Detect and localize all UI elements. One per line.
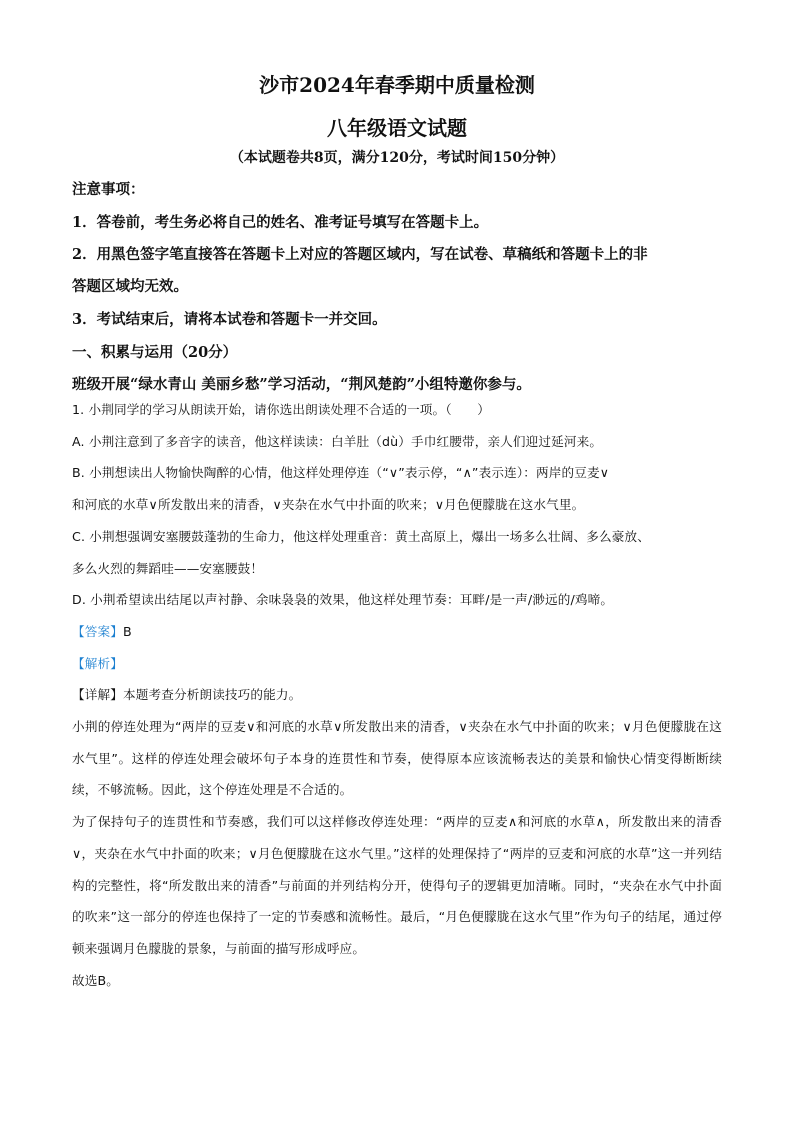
exam-subtitle: 八年级语文试题 [327, 116, 467, 140]
analysis-tag: 【解析】 [72, 655, 123, 671]
exam-title: 沙市2024年春季期中质量检测 [259, 73, 535, 97]
section-intro: 班级开展“绿水青山 美丽乡愁”学习活动，“荆风楚韵”小组特邀你参与。 [72, 376, 531, 393]
notice-section [72, 180, 722, 395]
notice-heading: 注意事项： [72, 181, 145, 198]
exam-info: （本试题卷共8页，满分120分，考试时间150分钟） [229, 150, 565, 166]
answer-value: B [122, 623, 132, 639]
notice-item-2b: 答题区域均无效。 [72, 278, 188, 295]
notice-item-2a: 2．用黑色签字笔直接答在答题卡上对应的答题区域内，写在试卷、草稿纸和答题卡上的非 [72, 246, 648, 263]
detail-text: 本题考查分析朗读技巧的能力。 [122, 687, 302, 703]
answer-line [72, 616, 722, 648]
question-1 [72, 394, 722, 996]
option-b-line1: B. 小荆想读出人物愉快陶醉的心情，他这样处理停连（“∨”表示停，“∧”表示连）：两岸的豆麦∨ [72, 465, 610, 481]
analysis-paragraph-2: 为了保持句子的连贯性和节奏感，我们可以这样修改停连处理：“两岸的豆麦∧和河底的水草∧，所发散出来的清香∨，夹杂在水气中扑面的吹来；∨月色便朦胧在这水气里。”这样的处理保持了“两岸的豆麦和河底的水草”这一并列结构的完整性，将“所发散出来的清香”与前面的并列结构分开，使得句子的逻辑更加清晰。同时，“夹杂在水气中扑面的吹来”这一部分的停连也保持了一定的节奏感和流畅性。最后，“月色便朦胧在这水气里”作为句子的结尾，通过停顿来强调月色朦胧的景象，与前面的描写形成呼应。 [72, 814, 722, 956]
notice-item-3: 3．考试结束后，请将本试卷和答题卡一并交回。 [72, 311, 387, 328]
option-c-line1: C. 小荆想强调安塞腰鼓蓬勃的生命力，他这样处理重音：黄土高原上，爆出一场多么壮阔、多么豪放、 [72, 528, 650, 544]
option-c-line2: 多么火烈的舞蹈哇——安塞腰鼓！ [72, 560, 264, 576]
notice-item-1: 1．答卷前，考生务必将自己的姓名、准考证号填写在答题卡上。 [72, 214, 489, 231]
analysis-paragraph-1: 小荆的停连处理为“两岸的豆麦∨和河底的水草∨所发散出来的清香，∨夹杂在水气中扑面的吹来；∨月色便朦胧在这水气里”。这样的停连处理会破坏句子本身的连贯性和节奏，使得原本应该流畅表达的美景和愉快心情变得断断续续，不够流畅。因此，这个停连处理是不合适的。 [72, 719, 722, 798]
conclusion: 故选B。 [72, 972, 120, 988]
detail-tag: 【详解】 [72, 687, 123, 703]
option-b-line2: 和河底的水草∨所发散出来的清香，∨夹杂在水气中扑面的吹来；∨月色便朦胧在这水气里。 [72, 497, 585, 513]
question-stem: 1. 小荆同学的学习从朗读开始，请你选出朗读处理不合适的一项。（ ） [72, 402, 490, 417]
analysis-line [72, 648, 722, 680]
option-d: D. 小荆希望读出结尾以声衬静、余味袅袅的效果，他这样处理节奏：耳畔/是一声/渺远的/鸡啼。 [72, 592, 614, 608]
option-a: A. 小荆注意到了多音字的读音，他这样读读：白羊肚（dù）手巾红腰带，亲人们迎过延河来。 [72, 433, 603, 449]
answer-tag: 【答案】 [72, 623, 123, 639]
detail-line [72, 679, 722, 711]
section-heading: 一、积累与运用（20分） [72, 344, 238, 361]
